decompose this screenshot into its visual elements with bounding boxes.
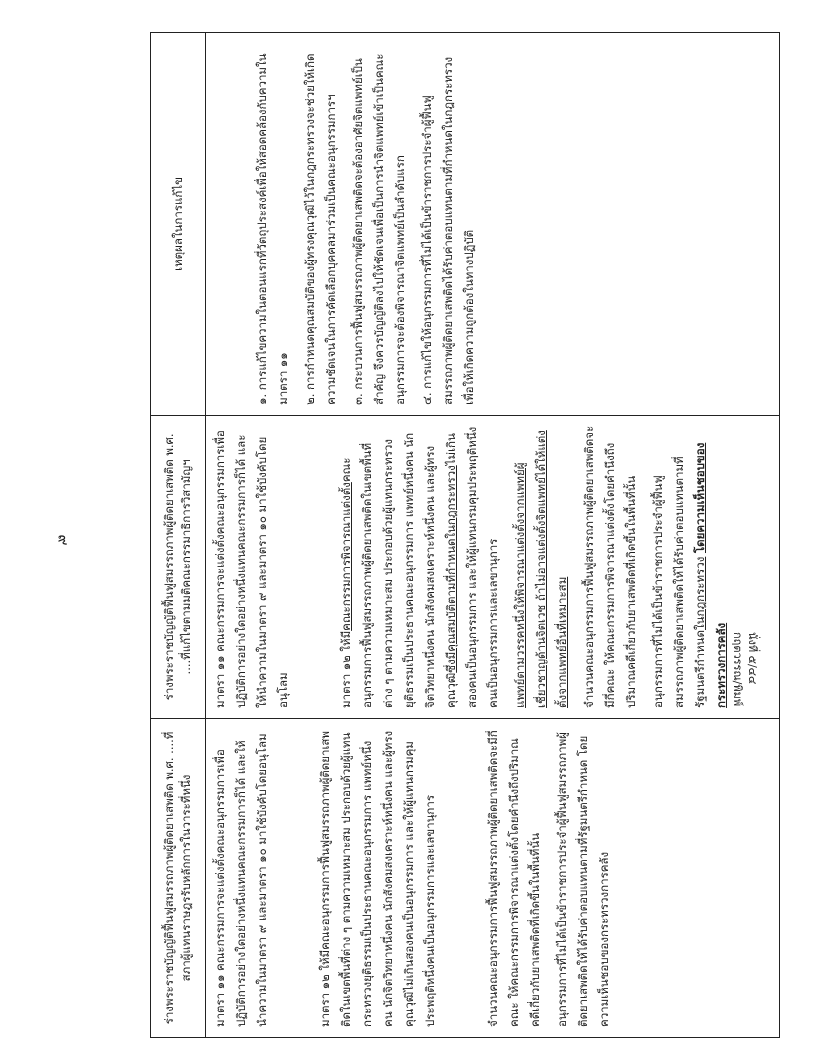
header-amended-draft: ร่างพระราชบัญญัติฟื้นฟูสมรรถภาพผู้ติดยาเสพติด พ.ศ. ....ที่แก้ไขตามมติคณะกรรมาธิการวิสามัญฯ xyxy=(151,415,206,718)
reason-4: ๔. การแก้ไขให้อนุกรรมการที่ไม่ได้เป็นข้าราชการประจำผู้ฟื้นฟูสมรรถภาพผู้ติดยาเสพติดได้รับค่าตอบแทนตามที่กำหนดในกฎกระทรวง เพื่อให้เกิดความถูกต้องในทางปฏิบัติ xyxy=(420,56,476,405)
reason-2: ๒. การกำหนดคุณสมบัติของผู้ทรงคุณวุฒิไว้ในกฎกระทรวงจะช่วยให้เกิดความชัดเจนในการคัดเลือกบุคคลมาร่วมเป็นคณะอนุกรรมการฯ xyxy=(303,53,338,405)
reason-1: ๑. การแก้ไขความในตอนแรกที่วัตถุประสงค์เพื่อให้สอดคล้องกับความในมาตรา ๑๑ xyxy=(255,53,290,405)
footer-note-line-2: กฤตวรรณ/พิมพ์ xyxy=(731,632,744,707)
original-section-12-para2: จำนวนคณะอนุกรรมการฟื้นฟูสมรรถภาพผู้ติดยาเสพติดจะมีกี่คณะ ให้คณะกรรมการพิจารณาแต่งตั้งโดยคำนึงถึงปริมาณคดีเกี่ยวกับยาเสพติดที่เกิดขึ้นในพื้นที่นั้น xyxy=(486,730,542,1027)
amended-s12-para3: จำนวนคณะอนุกรรมการฟื้นฟูสมรรถภาพผู้ติดยาเสพติดจะมีกี่คณะ ให้คณะกรรมการพิจารณาแต่งตั้งโดยคำนึงถึงปริมาณคดีเกี่ยวกับยาเสพติดที่เกิดขึ้นในพื้นที่นั้น xyxy=(582,425,638,708)
table-row xyxy=(206,33,780,1038)
amended-s12-insert-2: ซึ่งมีคุณสมบัติตามที่กำหนดในกฎกระทรวง xyxy=(444,465,458,673)
amended-s12-para4-lead: อนุกรรมการที่ไม่ได้เป็นข้าราชการประจำผู้ฟื้นฟูสมรรถภาพผู้ติดยาเสพติดให้ได้รับค่าตอบแทนตามที่รัฐมนตรีกำหนด xyxy=(651,456,707,708)
amended-section-12 xyxy=(336,426,504,708)
amended-s12-para4-insert: ในกฎกระทรวง xyxy=(693,556,707,630)
amended-s12-para4 xyxy=(648,426,732,708)
amended-section-11: มาตรา ๑๑ คณะกรรมการจะแต่งตั้งคณะอนุกรรมการเพื่อปฏิบัติการอย่างใดอย่างหนึ่งแทนคณะกรรมการก็ได้ และให้นำความในมาตรา ๙ และมาตรา ๑๐ มาใช้บังคับโดยอนุโลม xyxy=(213,430,290,708)
page-number: ๙ xyxy=(54,534,73,546)
original-section-11: มาตรา ๑๑ คณะกรรมการจะแต่งตั้งคณะอนุกรรมการเพื่อปฏิบัติการอย่างใดอย่างหนึ่งแทนคณะกรรมการก็ได้ และให้นำความในมาตรา ๙ และมาตรา ๑๐ มาใช้บังคับโดยอนุโลม xyxy=(213,733,269,1027)
amended-s12-new-para: แพทย์ตามวรรคหนึ่งให้พิจารณาแต่งตั้งจากแพทย์ผู้เชี่ยวชาญด้านจิตเวช ถ้าไม่อาจแต่งตั้งจิตแพทย์ได้ให้แต่งตั้งจากแพทย์อื่นที่เหมาะสม xyxy=(513,430,569,708)
amended-s12-para4-deleted: โดยความเห็นชอบของกระทรวงการคลัง xyxy=(693,442,728,708)
comparison-table xyxy=(150,32,780,1038)
table-header-row xyxy=(151,33,206,1038)
header-reasons: เหตุผลในการแก้ไข xyxy=(151,33,206,416)
original-draft-cell xyxy=(206,718,780,1037)
amended-draft-cell xyxy=(206,415,780,718)
amended-s12-lead: มาตรา ๑๒ ให้มี xyxy=(339,630,353,708)
header-original-draft: ร่างพระราชบัญญัติฟื้นฟูสมรรถภาพผู้ติดยาเสพติด พ.ศ. ....ที่สภาผู้แทนราษฎรรับหลักการในวาระที่หนึ่ง xyxy=(151,718,206,1037)
reasons-cell xyxy=(206,33,780,416)
reason-3: ๓. กระบวนการฟื้นฟูสมรรถภาพผู้ติดยาเสพติดจะต้องอาศัยจิตแพทย์เป็นสำคัญ จึงควรบัญญัติลงไปให้ชัดเจนเพื่อเป็นการนำจิตแพทย์เข้าเป็นคณะอนุกรรมการจะต้องพิจารณาจิตแพทย์เป็นลำดับแรก xyxy=(351,53,407,405)
footer-note-line-1: นั่งที่ ๕/๔๔ xyxy=(746,632,759,685)
amended-s12-tail: ไม่เกินสองคนเป็นอนุกรรมการ และให้ผู้แทนกรมคุมประพฤติหนึ่งคนเป็นอนุกรรมการและเลขานุการ xyxy=(444,426,500,708)
original-section-12-para3: อนุกรรมการที่ไม่ได้เป็นข้าราชการประจำผู้ฟื้นฟูสมรรถภาพผู้ติดยาเสพติดให้ได้รับค่าตอบแทนตามที่รัฐมนตรีกำหนด โดยความเห็นชอบของกระทรวงการคลัง xyxy=(555,732,611,1027)
original-section-12: มาตรา ๑๒ ให้มีคณะอนุกรรมการฟื้นฟูสมรรถภาพผู้ติดยาเสพติดในเขตพื้นที่ต่าง ๆ ตามความเหมาะสม ประกอบด้วยผู้แทนกระทรวงยุติธรรมเป็นประธานคณะอนุกรรมการ แพทย์หนึ่งคน นักจิตวิทยาหนึ่งคน นักสังคมสงเคราะห์หนึ่งคน และผู้ทรงคุณวุฒิไม่เกินสองคนเป็นอนุกรรมการ และให้ผู้แทนกรมคุมประพฤติหนึ่งคนเป็นอนุกรรมการและเลขานุการ xyxy=(318,730,437,1027)
amended-s12-insert-1: คณะกรรมการพิจารณาแต่งตั้ง xyxy=(339,482,353,631)
amended-s12-body: คณะอนุกรรมการฟื้นฟูสมรรถภาพผู้ติดยาเสพติดในเขตพื้นที่ต่าง ๆ ตามความเหมาะสม ประกอบด้วยผู้แทนกระทรวงยุติธรรมเป็นประธานคณะอนุกรรมการ แพทย์หนึ่งคน นักจิตวิทยาหนึ่งคน นักสังคมสงเคราะห์หนึ่งคน และผู้ทรงคุณวุฒิ xyxy=(339,432,458,708)
footer-note xyxy=(730,632,760,706)
rotated-page xyxy=(150,32,780,1038)
